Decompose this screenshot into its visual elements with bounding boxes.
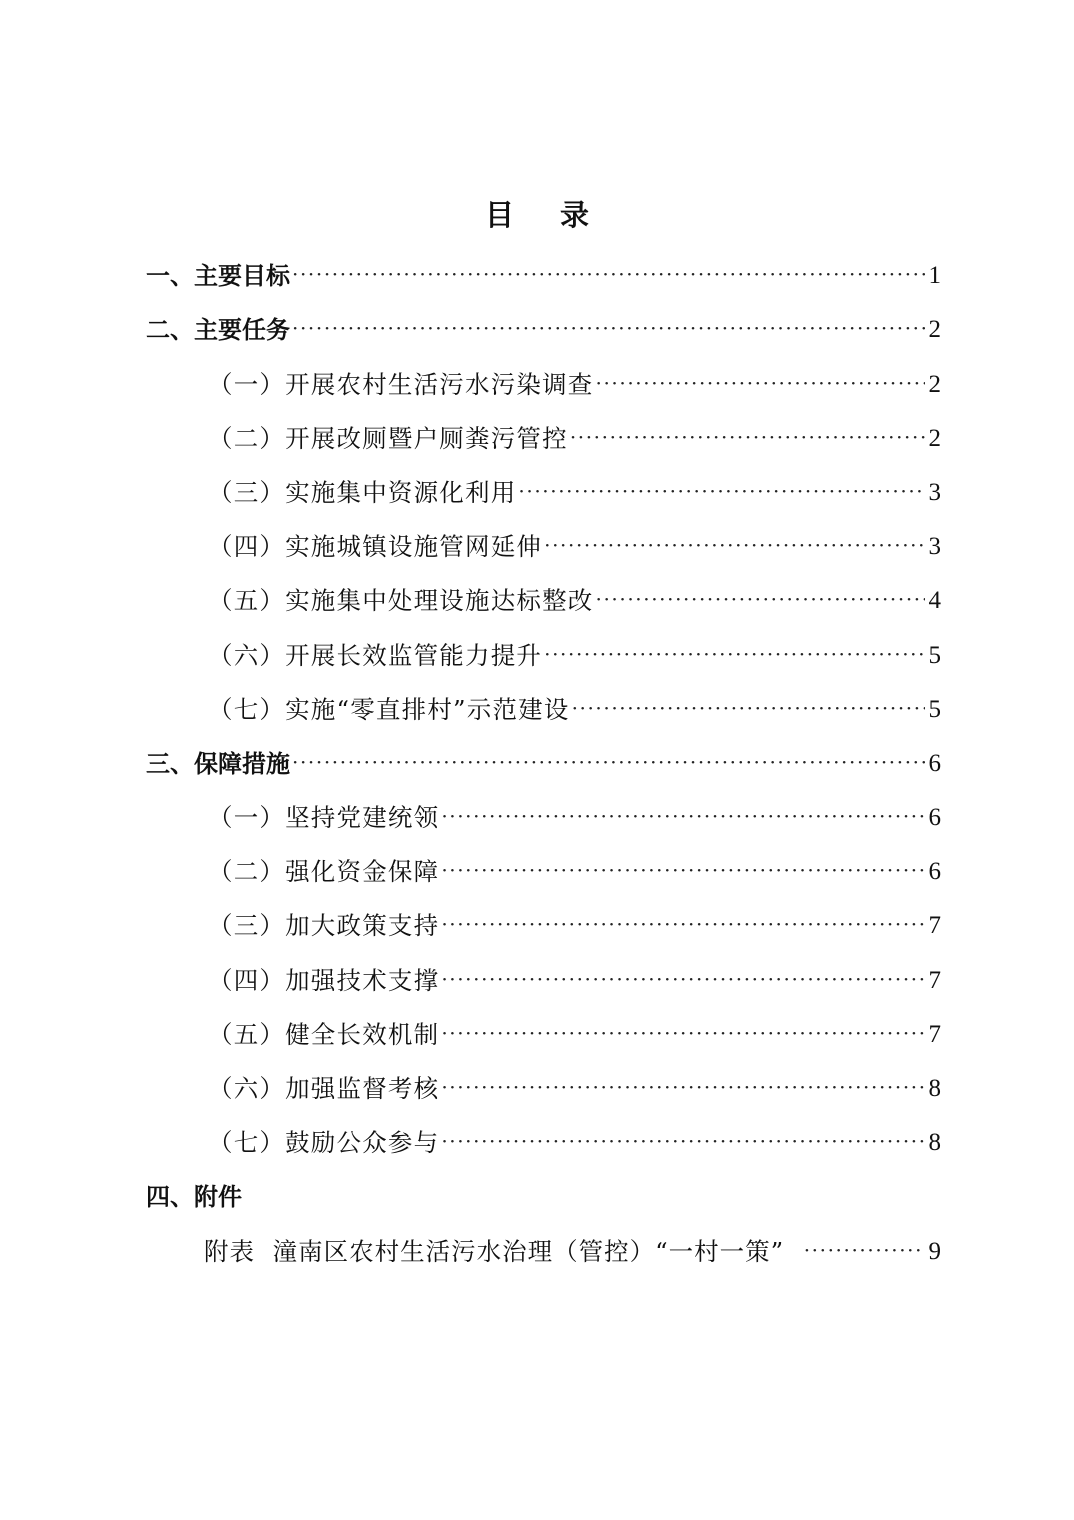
toc-entry-text: （七）实施“零直排村”示范建设 [208,694,570,724]
toc-entry-measure-7[interactable] [146,1113,941,1167]
toc-entry-safeguards[interactable] [146,734,941,788]
toc-page-number: 9 [928,1237,941,1265]
toc-entry-measure-2[interactable] [146,842,941,896]
toc-page-number: 5 [928,641,941,669]
toc-entry-text: （七）鼓励公众参与 [208,1128,440,1158]
toc-page-number: 2 [928,370,941,398]
toc-page-number: 6 [928,804,941,832]
toc-page-number: 7 [928,966,941,994]
toc-page-number: 6 [928,858,941,886]
toc-entry-main-tasks[interactable] [146,300,941,354]
toc-entry-text: （三）实施集中资源化利用 [208,477,517,507]
toc-page-number: 2 [928,316,941,344]
toc-leader-dots [441,955,925,1003]
table-of-contents [146,246,941,1276]
toc-entry-measure-4[interactable] [146,950,941,1004]
toc-entry-text: （四）实施城镇设施管网延伸 [208,532,543,562]
toc-page-number: 1 [928,262,941,290]
toc-leader-dots [518,467,925,515]
toc-entry-text: （二）强化资金保障 [208,857,440,887]
toc-entry-text: 三、保障措施 [146,749,290,778]
toc-entry-task-6[interactable] [146,625,941,679]
toc-entry-text: （四）加强技术支撑 [208,965,440,995]
toc-entry-task-1[interactable] [146,354,941,408]
toc-leader-dots [596,575,926,623]
toc-leader-dots [572,684,925,732]
toc-entry-text: 附表 潼南区农村生活污水治理（管控）“一村一策” [204,1236,802,1266]
toc-entry-appendix-table[interactable] [146,1221,941,1275]
toc-page-number: 7 [928,912,941,940]
toc-entry-task-2[interactable] [146,409,941,463]
toc-leader-dots [570,413,925,461]
toc-page-number: 3 [928,478,941,506]
toc-page-number: 8 [928,1129,941,1157]
toc-entry-text: （五）实施集中处理设施达标整改 [208,586,594,616]
toc-leader-dots [292,250,925,298]
toc-page-number: 4 [928,587,941,615]
toc-entry-text: （五）健全长效机制 [208,1019,440,1049]
toc-entry-text: （二）开展改厕暨户厕粪污管控 [208,423,568,453]
toc-entry-text: （六）加强监督考核 [208,1074,440,1103]
toc-leader-dots [441,792,925,840]
toc-entry-text: 四、附件 [146,1183,242,1212]
toc-page-number: 3 [928,533,941,561]
toc-entry-text: 一、主要目标 [146,262,290,291]
toc-leader-dots [596,359,926,407]
toc-leader-dots [544,630,925,678]
toc-leader-dots [544,521,925,569]
toc-entry-text: 二、主要任务 [146,316,290,345]
toc-leader-dots [441,1009,925,1057]
toc-leader-dots [441,1063,925,1111]
toc-page-number: 8 [928,1075,941,1102]
toc-leader-dots [441,846,925,894]
toc-entry-measure-1[interactable] [146,788,941,842]
toc-entry-measure-5[interactable] [146,1005,941,1059]
toc-page-number: 2 [928,424,941,452]
toc-entry-main-goals[interactable] [146,246,941,300]
toc-title: 目 录 [484,198,608,232]
toc-entry-task-3[interactable] [146,463,941,517]
toc-entry-measure-6[interactable] [146,1059,941,1113]
toc-entry-attachments[interactable] [146,1167,941,1221]
toc-entry-task-4[interactable] [146,517,941,571]
toc-page-number: 5 [928,695,941,723]
toc-entry-text: （三）加大政策支持 [208,911,440,941]
toc-page-number: 6 [928,749,941,777]
toc-entry-task-7[interactable] [146,680,941,734]
toc-entry-measure-3[interactable] [146,896,941,950]
toc-entry-text: （六）开展长效监管能力提升 [208,640,543,670]
toc-leader-dots [441,1117,925,1165]
toc-leader-dots [804,1226,925,1274]
toc-leader-dots [441,900,925,948]
toc-page-number: 7 [928,1020,941,1048]
toc-leader-dots [292,304,925,352]
toc-entry-text: （一）坚持党建统领 [208,803,440,833]
toc-entry-text: （一）开展农村生活污水污染调查 [208,369,594,399]
toc-leader-dots [292,738,925,786]
toc-entry-task-5[interactable] [146,571,941,625]
